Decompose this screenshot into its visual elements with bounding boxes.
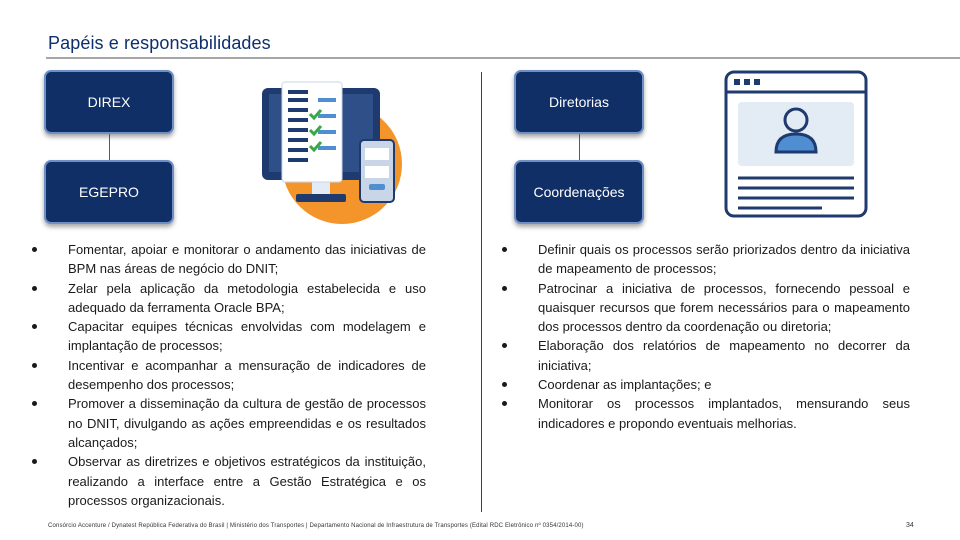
list-item: Coordenar as implantações; e bbox=[500, 375, 910, 394]
list-item: Promover a disseminação da cultura de gestão de processos no DNIT, divulgando as ações empreendidas e os resultados alcançados; bbox=[30, 394, 426, 452]
left-responsibilities-list bbox=[30, 240, 426, 510]
egepro-box: EGEPRO bbox=[44, 160, 174, 224]
left-connector-line bbox=[109, 134, 110, 160]
slide-title: Papéis e responsabilidades bbox=[48, 33, 271, 53]
right-responsibilities-list bbox=[500, 240, 910, 433]
list-item: Monitorar os processos implantados, mensurando seus indicadores e propondo eventuais melhorias. bbox=[500, 394, 910, 433]
list-item: Fomentar, apoiar e monitorar o andamento das iniciativas de BPM nas áreas de negócio do DNIT; bbox=[30, 240, 426, 279]
coordenacoes-box: Coordenações bbox=[514, 160, 644, 224]
list-item: Observar as diretrizes e objetivos estratégicos da instituição, realizando a interface entre a Gestão Estratégica e os processos organizacionais. bbox=[30, 452, 426, 510]
list-item: Patrocinar a iniciativa de processos, fornecendo pessoal e quaisquer recursos que forem necessários para o mapeamento dos processos dentro da coordenação ou diretoria; bbox=[500, 279, 910, 337]
direx-box: DIREX bbox=[44, 70, 174, 134]
diretorias-box: Diretorias bbox=[514, 70, 644, 134]
monitor-checklist-icon bbox=[254, 76, 404, 226]
title-divider bbox=[46, 57, 960, 59]
list-item: Elaboração dos relatórios de mapeamento no decorrer da iniciativa; bbox=[500, 336, 910, 375]
page-number: 34 bbox=[906, 522, 914, 529]
list-item: Definir quais os processos serão priorizados dentro da iniciativa de mapeamento de processos; bbox=[500, 240, 910, 279]
list-item: Capacitar equipes técnicas envolvidas com modelagem e implantação de processos; bbox=[30, 317, 426, 356]
right-connector-line bbox=[579, 134, 580, 160]
list-item: Zelar pela aplicação da metodologia estabelecida e uso adequado da ferramenta Oracle BPA; bbox=[30, 279, 426, 318]
footer-text: Consórcio Accenture / Dynatest República Federativa do Brasil | Ministério dos Transportes | Departamento Nacional de Infraestrutura de Transportes (Edital RDC Eletrônico nº 0354/2014-00) bbox=[48, 523, 584, 529]
profile-page-icon bbox=[722, 70, 870, 218]
column-divider bbox=[481, 72, 482, 512]
list-item: Incentivar e acompanhar a mensuração de indicadores de desempenho dos processos; bbox=[30, 356, 426, 395]
